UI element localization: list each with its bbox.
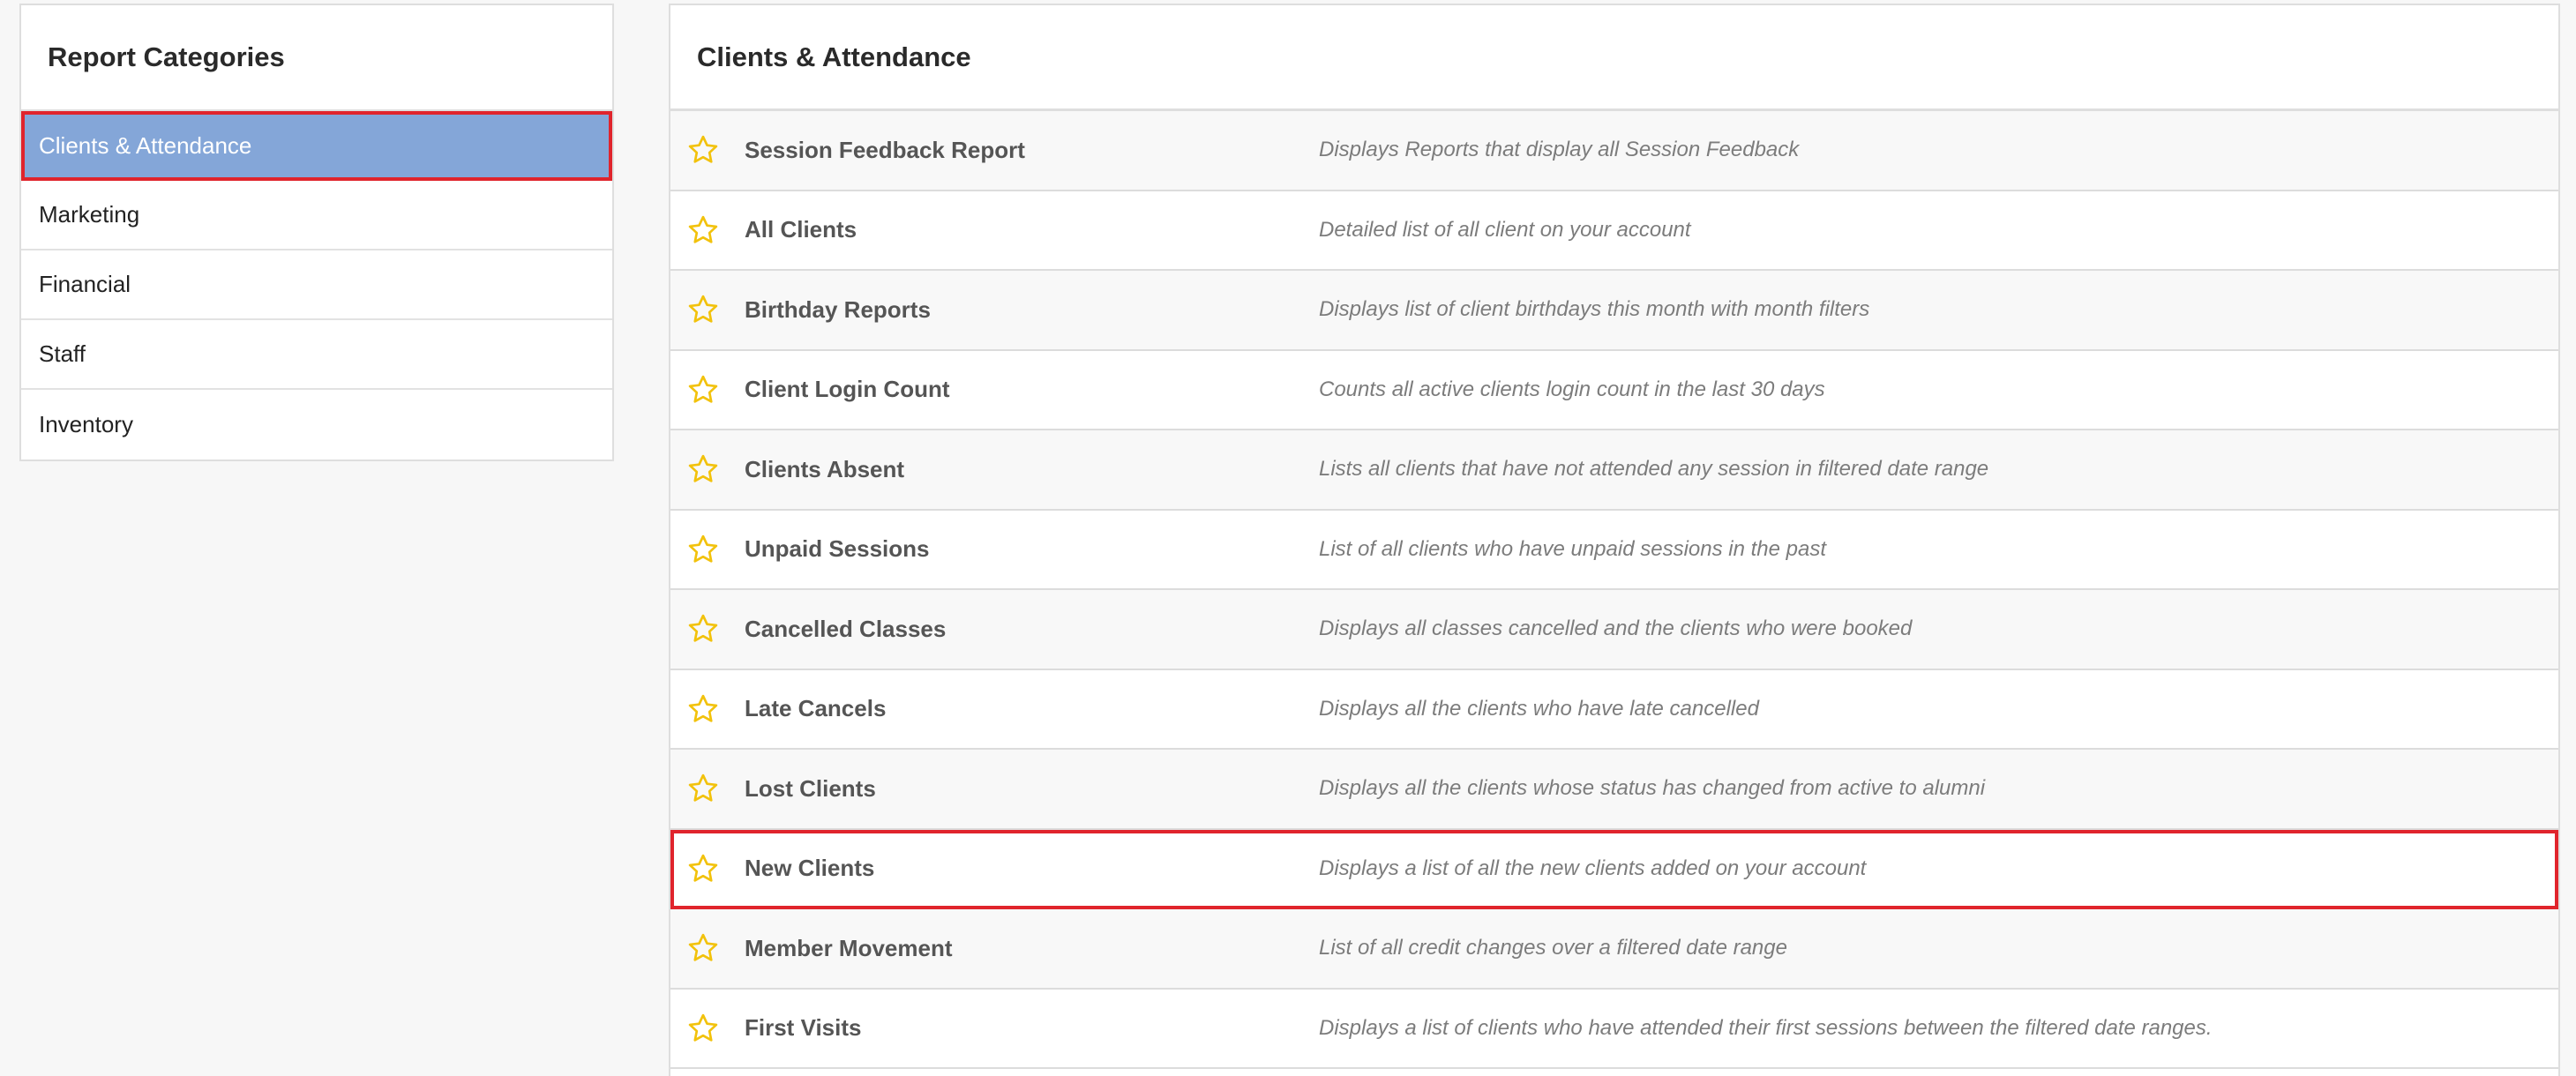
report-name[interactable]: Unpaid Sessions [745, 535, 930, 563]
star-outline-icon[interactable] [686, 852, 720, 885]
report-name[interactable]: Birthday Reports [745, 295, 931, 323]
report-description: Displays a list of clients who have attended their first sessions between the filtered date ranges. [1319, 1015, 2213, 1040]
report-row[interactable] [670, 430, 2558, 511]
category-clients-attendance[interactable]: Clients & Attendance [21, 111, 612, 181]
category-list [21, 111, 612, 460]
star-outline-icon[interactable] [686, 452, 720, 486]
star-outline-icon[interactable] [686, 772, 720, 805]
report-row[interactable] [670, 830, 2558, 910]
report-name[interactable]: Member Movement [745, 934, 953, 961]
report-name[interactable]: All Clients [745, 216, 857, 243]
star-outline-icon[interactable] [686, 931, 720, 965]
star-outline-icon[interactable] [686, 1012, 720, 1045]
reports-title: Clients & Attendance [697, 41, 971, 72]
report-description: Displays a list of all the new clients added on your account [1319, 856, 1867, 880]
star-outline-icon[interactable] [686, 133, 720, 167]
report-row[interactable] [670, 191, 2558, 272]
report-name[interactable]: New Clients [745, 855, 875, 882]
report-description: Displays list of client birthdays this month with month filters [1319, 297, 1870, 322]
report-description: Displays all classes cancelled and the clients who were booked [1319, 616, 1913, 641]
report-description: Detailed list of all client on your account [1319, 217, 1691, 242]
star-outline-icon[interactable] [686, 612, 720, 646]
report-name[interactable]: Session Feedback Report [745, 136, 1025, 163]
report-row[interactable] [670, 670, 2558, 751]
category-marketing[interactable]: Marketing [21, 181, 612, 250]
report-row[interactable] [670, 351, 2558, 431]
report-row[interactable] [670, 271, 2558, 351]
report-name[interactable]: Lost Clients [745, 774, 876, 802]
report-description: Displays all the clients who have late cancelled [1319, 696, 1759, 721]
star-outline-icon[interactable] [686, 533, 720, 566]
report-categories-header [21, 5, 612, 111]
report-row[interactable] [670, 590, 2558, 670]
report-row[interactable] [670, 111, 2558, 191]
report-row[interactable] [670, 909, 2558, 990]
star-outline-icon[interactable] [686, 373, 720, 407]
report-row[interactable] [670, 990, 2558, 1070]
category-staff[interactable]: Staff [21, 320, 612, 390]
report-name[interactable]: Cancelled Classes [745, 615, 947, 642]
report-name[interactable]: Clients Absent [745, 455, 905, 482]
report-description: List of all credit changes over a filtered date range [1319, 936, 1787, 960]
category-financial[interactable]: Financial [21, 250, 612, 320]
category-inventory[interactable]: Inventory [39, 411, 133, 437]
report-list [670, 111, 2558, 1069]
report-description: List of all clients who have unpaid sessions in the past [1319, 536, 1827, 561]
report-row[interactable] [670, 750, 2558, 830]
report-name[interactable]: Client Login Count [745, 376, 950, 403]
reports-panel [669, 4, 2560, 1076]
star-outline-icon[interactable] [686, 293, 720, 326]
report-description: Displays all the clients whose status has changed from active to alumni [1319, 776, 1986, 801]
report-description: Lists all clients that have not attended any session in filtered date range [1319, 457, 1989, 482]
report-description: Displays Reports that display all Session Feedback [1319, 138, 1800, 162]
star-outline-icon[interactable] [686, 213, 720, 247]
report-categories-panel [19, 4, 614, 461]
reports-header [670, 5, 2558, 111]
report-name[interactable]: Late Cancels [745, 695, 887, 722]
star-outline-icon[interactable] [686, 692, 720, 726]
report-name[interactable]: First Visits [745, 1014, 862, 1042]
report-description: Counts all active clients login count in the last 30 days [1319, 377, 1825, 401]
report-categories-title: Report Categories [48, 41, 285, 72]
report-row[interactable] [670, 511, 2558, 591]
